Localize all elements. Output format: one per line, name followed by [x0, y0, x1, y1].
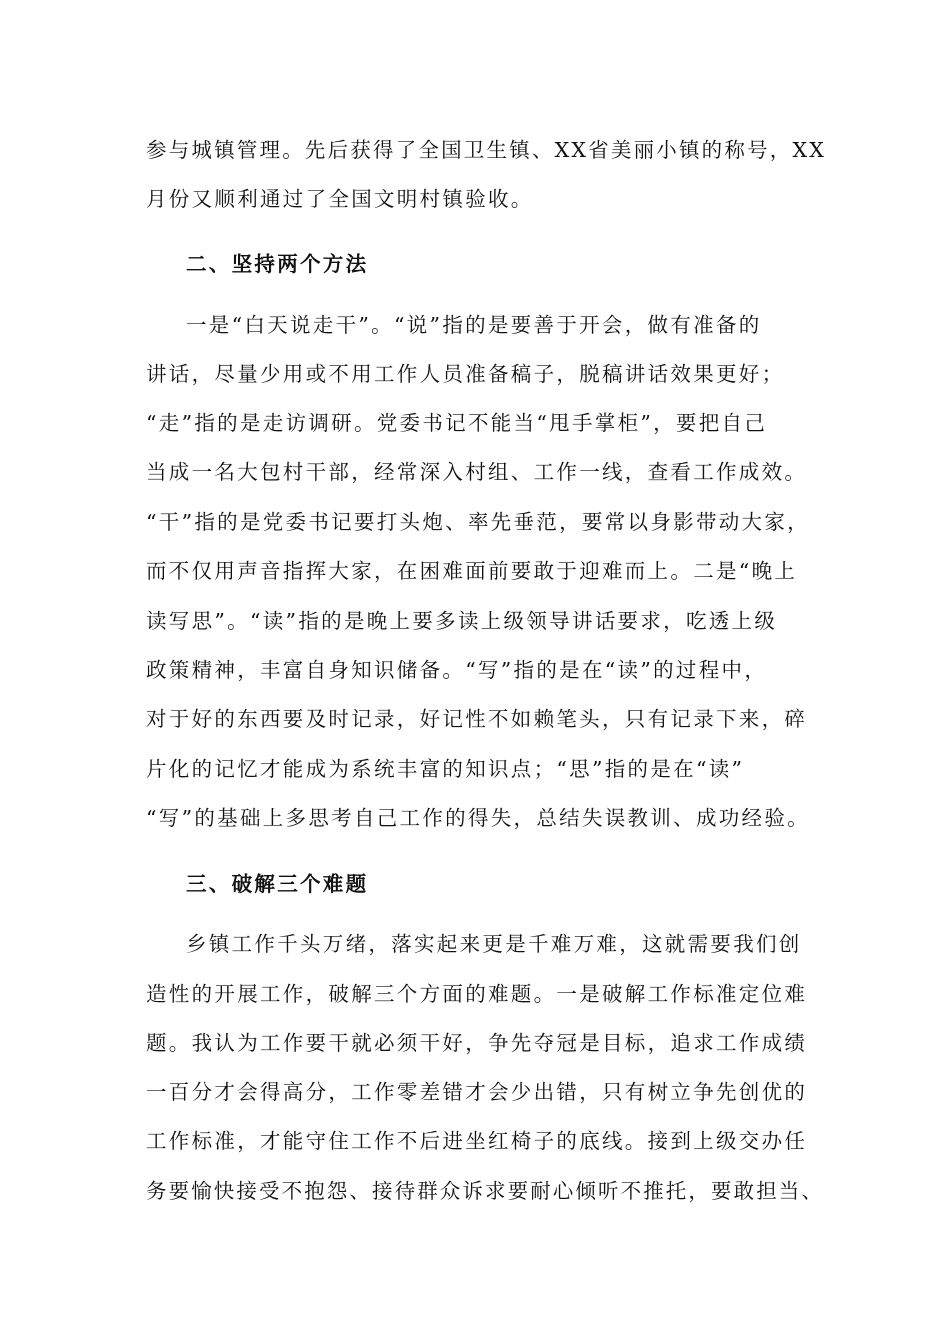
paragraph-2-line-9: 对于好的东西要及时记录，好记性不如赖笔头，只有记录下来，碎	[146, 707, 808, 731]
paragraph-2-line-1: 一是“白天说走干”。“说”指的是要善于开会，做有准备的	[186, 313, 762, 337]
paragraph-1-line-1: 参与城镇管理。先后获得了全国卫生镇、XX省美丽小镇的称号，XX	[146, 138, 827, 162]
paragraph-3-line-3: 题。我认为工作要干就必须干好，争先夺冠是目标，追求工作成绩	[146, 1031, 808, 1055]
paragraph-2-line-7: 读写思”。“读”指的是晚上要多读上级领导讲话要求，吃透上级	[146, 609, 778, 633]
section-heading-3: 三、破解三个难题	[186, 872, 369, 896]
paragraph-2-line-10: 片化的记忆才能成为系统丰富的知识点；“思”指的是在“读”	[146, 757, 745, 781]
paragraph-3-line-4: 一百分才会得高分，工作零差错才会少出错，只有树立争先创优的	[146, 1080, 808, 1104]
paragraph-2-line-4: 当成一名大包村干部，经常深入村组、工作一线，查看工作成效。	[146, 460, 808, 484]
paragraph-3-line-5: 工作标准，才能守住工作不后进坐红椅子的底线。接到上级交办任	[146, 1129, 808, 1153]
paragraph-3-line-6: 务要愉快接受不抱怨、接待群众诉求要耐心倾听不推托，要敢担当、	[146, 1179, 824, 1203]
paragraph-3-line-2: 造性的开展工作，破解三个方面的难题。一是破解工作标准定位难	[146, 982, 808, 1006]
paragraph-2-line-8: 政策精神，丰富自身知识储备。“写”指的是在“读”的过程中，	[146, 658, 768, 682]
section-heading-2: 二、坚持两个方法	[186, 252, 369, 276]
paragraph-2-line-6: 而不仅用声音指挥大家，在困难面前要敢于迎难而上。二是“晚上	[146, 559, 798, 583]
paragraph-2-line-5: “干”指的是党委书记要打头炮、率先垂范，要常以身影带动大家，	[146, 510, 810, 534]
paragraph-2-line-11: “写”的基础上多思考自己工作的得失，总结失误教训、成功经验。	[146, 806, 810, 830]
paragraph-3-line-1: 乡镇工作千头万绪，落实起来更是千难万难，这就需要我们创	[186, 932, 802, 956]
paragraph-1-line-2: 月份又顺利通过了全国文明村镇验收。	[146, 187, 534, 211]
paragraph-2-line-3: “走”指的是走访调研。党委书记不能当“甩手掌柜”，要把自己	[146, 411, 768, 435]
paragraph-2-line-2: 讲话，尽量少用或不用工作人员准备稿子，脱稿讲话效果更好；	[146, 362, 785, 386]
